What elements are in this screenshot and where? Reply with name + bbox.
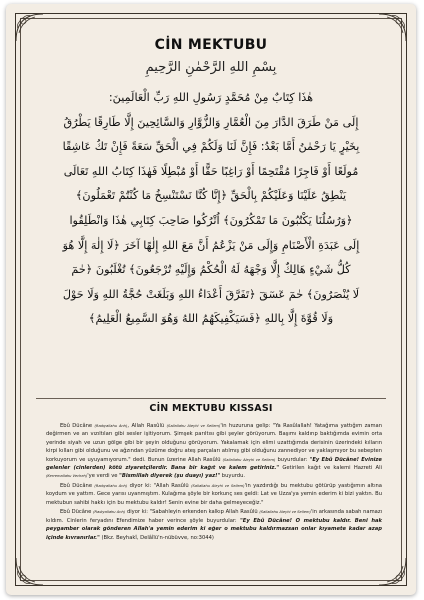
story-text-span: buyurdu.	[220, 473, 246, 480]
story-text-span: 'in huzuruna gelip: "Ya Rasûlallah! Yatağıma yattığım zaman değirmen ve an vızıltıları gibi sesler işitiyorum. Şimşek parıltısı gibi şeyler görüyorum. Başımı kaldırıp baktığımda evimin orta yerinde siyah ve uzun gölge gibi bir şeyin olduğunu görüyorum. Yakalamak için elimi uzattığımda derisinin üzerindeki kılların kirpi kılları gibi olduğunu ve ağzından yüzüme doğru ateş parçaları atılmış gibi olduğunu zannediyor ve yaklaşmıyor bu sebepten korkuyorum ve uyuyamıyorum." dedi.	[46, 423, 382, 463]
honorific: (Sallallahu Aleyhi ve Sellem)	[259, 510, 311, 515]
story-paragraph	[46, 482, 382, 507]
arabic-line: لَا يُنْصَرُونَ﴾ حٰمٓ عٓسٓقٓ ﴿تَفَرَّقَ أَعْدَاءُ اللهِ وَبَلَغَتْ حُجَّةُ اللهِ وَلَا حَوْلَ	[62, 287, 360, 301]
honorific: (Sallallahu Aleyhi ve Sellem)	[191, 484, 245, 489]
honorific: (Kerremallahu Vecheh)	[46, 474, 88, 479]
arabic-line: كُلُّ شَيْءٍ هَالِكٌ إِلَّا وَجْهَهُ لَهُ الْحُكْمُ وَإِلَيْهِ تُرْجَعُونَ﴾ تُغْلَبُونَ ﴿حٰمٓ	[71, 263, 351, 277]
honorific: (Radıyallahu Anh)	[94, 484, 128, 489]
quote: "Ey Ebû Dücâne! Evinize gelenler (cinlerden) kötü ziyaretçilerdir. Bana bir kağıt ve kalem getiriniz."	[46, 456, 382, 472]
story-text-span: diyor ki: "Sabahleyin erkenden kalkıp Allah Rasûlü	[125, 509, 260, 516]
section-divider	[36, 398, 386, 399]
story-text-span: Getirilen kağıt ve kalemi Hazreti Ali	[279, 465, 382, 472]
arabic-line: يَنْطِقُ عَلَيْنَا وَعَلَيْكُمْ بِالْحَقِّ ﴿إِنَّا كُنَّا نَسْتَنْسِخُ مَا كُنْتُمْ تَعْمَلُونَ﴾	[75, 189, 347, 203]
section-subtitle: CİN MEKTUBU KISSASI	[149, 403, 273, 414]
story-text-span: Ebû Dücâne	[60, 483, 95, 490]
honorific: (Sallallahu Aleyhi ve Sellem)	[222, 457, 276, 462]
story-text-span: 'in arkasında sabah namazı kıldım. Cinlerin feryadını Efendimize haber verince şöyle buyurdular:	[46, 509, 383, 524]
quote: "Ey Ebû Dücâne! O mektubu kaldır. Beni hak peygamber olarak gönderen Allah'a yemin ederim ki eğer o mektubu kaldırmazsan onlar kıyamete kadar azap içinde kıvranırlar."	[46, 517, 382, 541]
basmala-calligraphy: بِسْمِ اللهِ الرَّحْمٰنِ الرَّحِيمِ	[145, 60, 277, 75]
arabic-line: بِخَيْرٍ يَا رَحْمٰنُ أَمَّا بَعْدُ: فَإِنَّ لَنَا وَلَكُمْ فِي الْحَقِّ سَعَةً فَإِنْ تَكُ عَاشِقًا	[62, 140, 360, 154]
story-text-span: buyurdular:	[275, 456, 310, 463]
arabic-line: هٰذَا كِتَابٌ مِنْ مُحَمَّدٍ رَسُولِ اللهِ رَبِّ الْعَالَمِينَ:	[108, 91, 314, 104]
arabic-line: إِلَى مَنْ طَرَقَ الدَّارَ مِنَ الْعُمَّارِ وَالزُّوَّارِ وَالسَّائِحِينَ إِلَّا طَارِقًا يَطْرُقُ	[63, 115, 359, 129]
arabic-line: وَلَا قُوَّةَ إِلَّا بِاللهِ ﴿فَسَيَكْفِيكَهُمُ اللهُ وَهُوَ السَّمِيعُ الْعَلِيمُ﴾	[88, 312, 334, 326]
story-text-span: 'ye verdi ve	[87, 473, 120, 480]
story-paragraph	[46, 508, 382, 542]
arabic-letter-text	[32, 86, 390, 332]
arabic-line: إِلَى عَبَدَةِ الْأَصْنَامِ وَإِلَى مَنْ يَزْعُمُ أَنَّ مَعَ اللهِ إِلٰهًا آخَرَ ﴿لَا إِلٰهَ إِلَّا هُوَ	[62, 238, 360, 252]
corner-ornament-icon	[375, 554, 409, 588]
arabic-line: ﴿وَرُسُلُنَا يَكْتُبُونَ مَا تَمْكُرُونَ﴾ اُتْرُكُوا صَاحِبَ كِتَابِي هٰذَا وَانْطَلِقُوا	[69, 213, 353, 227]
story-text-span: 'in yazdırdığı bu mektubu götürüp yastığımın altına koydum ve yattım. Gece yarısı uyanmıştım. Kulağıma şöyle bir korkunç ses geldi: Lat ve Uzza'ya yemin ederim ki bizi yaktın. Bu mektubun sahibi hakkı için bu mektubu kaldır! Senin evine bir daha gelmeyeceğiz."	[46, 483, 382, 506]
corner-ornament-icon	[13, 554, 47, 588]
quote: "Bismillah diyerek (şu duayı) yaz!"	[119, 473, 221, 480]
page-title: CİN MEKTUBU	[154, 37, 268, 53]
honorific: (Radıyallahu Anh)	[94, 424, 128, 428]
arabic-line: مُولَعًا أَوْ فَاجِرًا مُقْتَحِمًا أَوْ رَاغِبًا حَقًّا أَوْ مُبْطِلًا فَهٰذَا كِتَابُ اللهِ تَعَالَى	[63, 164, 359, 178]
letter-card	[6, 4, 416, 595]
story-text-span: Bunun üzerine Allah Rasûlü	[147, 456, 223, 463]
citation: (Bkz. Beyhakî, Delâîlü'n-nübüvve, no:3044)	[99, 534, 214, 541]
honorific: (Sallallahu Aleyhi ve Sellem)	[166, 424, 221, 428]
honorific: (Radıyallahu Anh)	[93, 510, 126, 515]
story-text-span: diyor ki: "Allah Rasûlü	[127, 483, 192, 490]
story-text	[46, 422, 382, 543]
story-text-span: , Allah Rasûlü	[127, 423, 167, 429]
story-text-span: Ebû Dücâne	[60, 423, 95, 429]
story-paragraph	[46, 422, 382, 481]
story-text-span: Ebû Dücâne	[60, 509, 94, 516]
